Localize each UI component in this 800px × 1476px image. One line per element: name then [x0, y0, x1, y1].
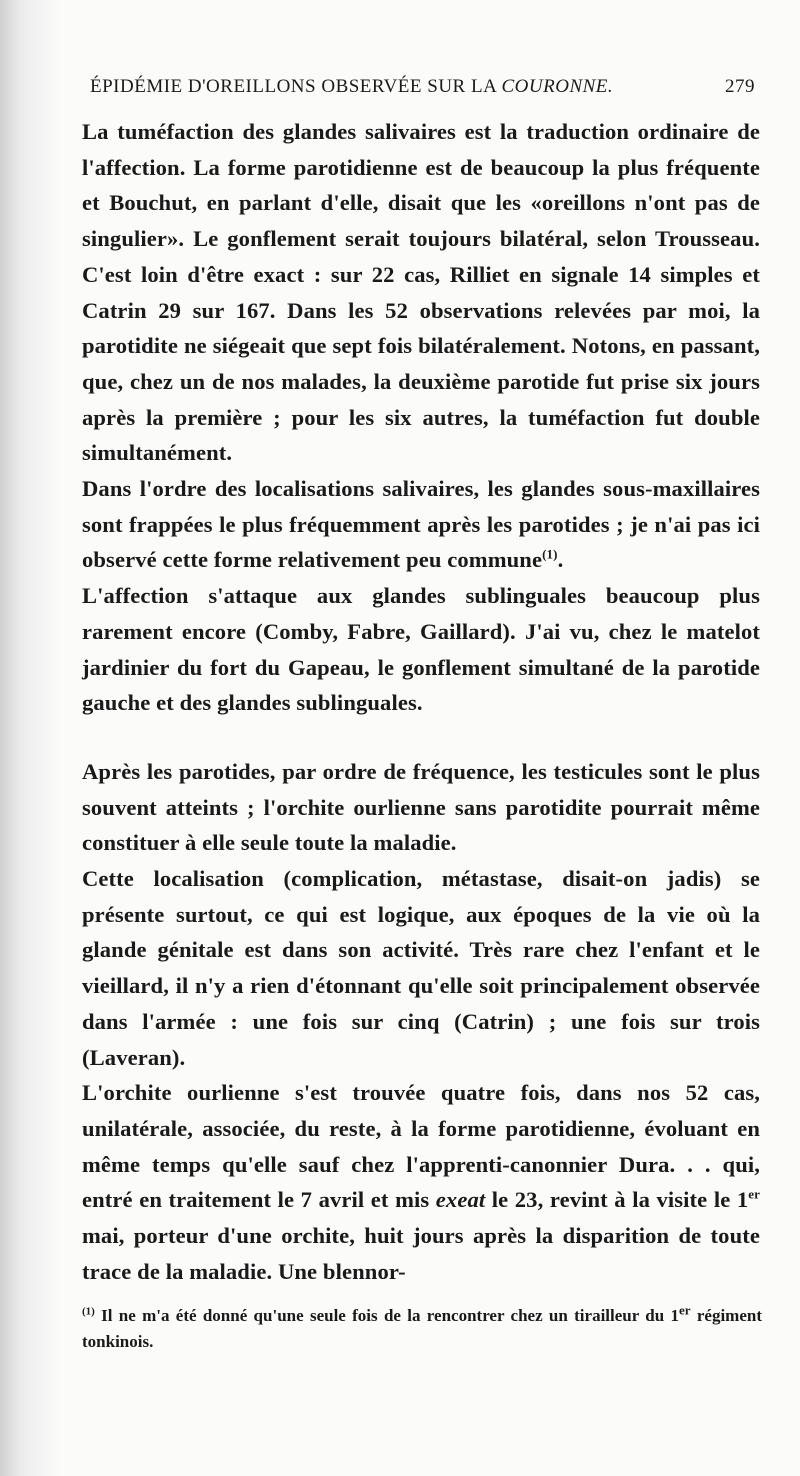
- paragraph-testicles: Après les parotides, par ordre de fréquence, les testicules sont le plus souvent atteints ; l'orchite ourlienne sans parotidite pourrait même constituer à elle seule toute la maladie.: [82, 758, 760, 856]
- running-title-ship: COURONNE.: [501, 76, 614, 97]
- paragraph-submaxillary-end: .: [557, 547, 564, 573]
- running-head: [90, 76, 755, 106]
- running-title-prefix: ÉPIDÉMIE D'OREILLONS OBSERVÉE SUR LA: [90, 76, 502, 97]
- paragraph-localisation: Cette localisation (complication, métastase, disait-on jadis) se présente surtout, ce qui est logique, aux époques de la vie où la glande génitale est dans son activité. Très rare chez l'enfant et le vieillard, il n'y a rien d'étonnant qu'elle soit principalement observée dans l'armée : une fois sur cinq (Catrin) ; une fois sur trois (Laveran).: [82, 866, 760, 1070]
- page-number: 279: [725, 76, 755, 97]
- footnote-ordinal-superscript: er: [679, 1302, 691, 1318]
- exeat-term: exeat: [435, 1187, 486, 1213]
- paragraph-orchitis-part-a: L'orchite ourlienne s'est trouvée quatre fois, dans nos 52 cas, unilatérale, associée, du reste, à la forme parotidienne, évoluant en même temps qu'elle sauf chez l'apprenti-canonnier Dura. . . qui, entré en traitement le 7 avril et mis: [82, 1080, 760, 1213]
- footnote-text-a: Il ne m'a été donné qu'une seule fois de la rencontrer chez un tirailleur du 1: [94, 1306, 680, 1325]
- paragraph-orchitis-part-c: mai, porteur d'une orchite, huit jours après la disparition de toute trace de la maladie. Une blennor-: [82, 1223, 760, 1284]
- paragraph-salivary-glands: La tuméfaction des glandes salivaires est la traduction ordinaire de l'affection. La forme parotidienne est de beaucoup la plus fréquente et Bouchut, en parlant d'elle, disait que les «oreillons n'ont pas de singulier». Le gonflement serait toujours bilatéral, selon Trousseau. C'est loin d'être exact : sur 22 cas, Rilliet en signale 14 simples et Catrin 29 sur 167. Dans les 52 observations relevées par moi, la parotidite ne siégeait que sept fois bilatéralement. Notons, en passant, que, chez un de nos malades, la deuxième parotide fut prise six jours après la première ; pour les six autres, la tuméfaction fut double simultanément.: [82, 119, 760, 466]
- running-title: [90, 76, 613, 98]
- ordinal-superscript: er: [748, 1186, 760, 1202]
- paragraph-submaxillary: [82, 471, 760, 578]
- paragraph-sublingual: L'affection s'attaque aux glandes sublinguales beaucoup plus rarement encore (Comby, Fabre, Gaillard). J'ai vu, chez le matelot jardinier du fort du Gapeau, le gonflement simultané de la parotide gauche et des glandes sublinguales.: [82, 583, 760, 716]
- footnote-mark: (1): [82, 1305, 95, 1318]
- body-text: [82, 114, 760, 1290]
- paragraph-orchitis: [82, 1075, 760, 1289]
- paragraph-orchitis-part-b: le 23, revint à la visite le 1: [485, 1187, 749, 1213]
- paragraph-submaxillary-text: Dans l'ordre des localisations salivaires, les glandes sous-maxillaires sont frappées le plus fréquemment après les parotides ; je n'ai pas ici observé cette forme relativement peu commune: [82, 476, 760, 573]
- footnote-reference: (1): [542, 546, 558, 562]
- footnote: [82, 1303, 762, 1355]
- footnote-text-b: régiment tonkinois.: [82, 1306, 763, 1351]
